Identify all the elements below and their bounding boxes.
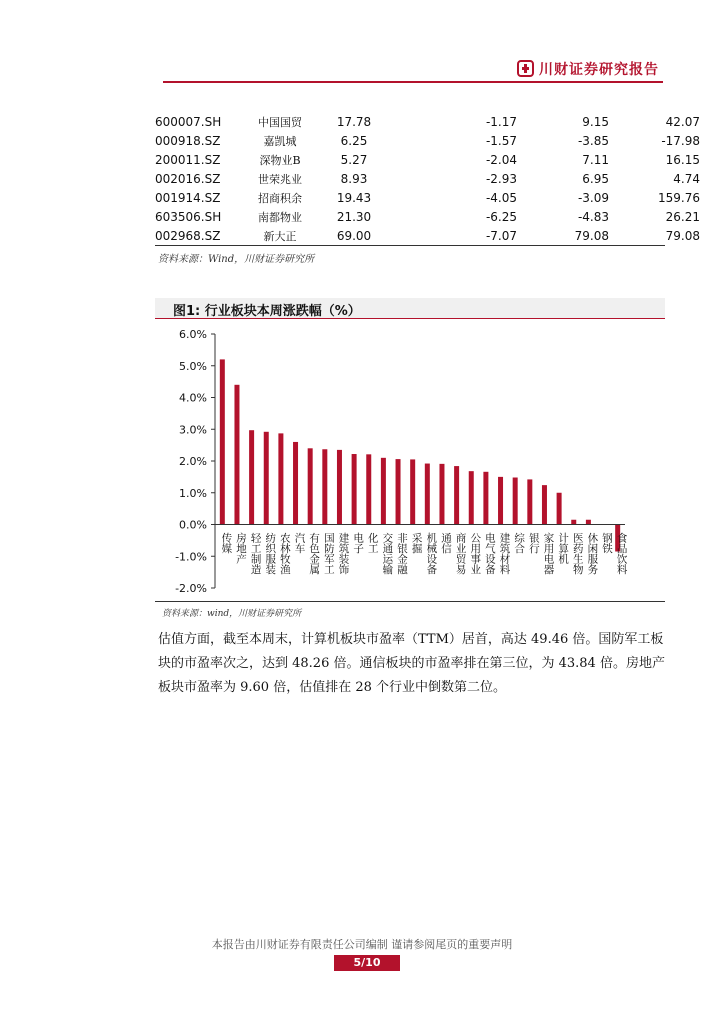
table-cell-name: 中国国贸: [258, 115, 302, 129]
table-cell-name: 深物业B: [259, 153, 301, 167]
bar-1: [234, 385, 239, 525]
table-cell-c1: -7.07: [485, 228, 517, 243]
bar-17: [469, 471, 474, 524]
figure-title-bar: [155, 298, 665, 319]
table-cell-c2: 7.11: [582, 152, 609, 167]
bar-4: [278, 433, 283, 524]
table-cell-price: 5.27: [340, 152, 368, 167]
stock-table: [155, 112, 700, 245]
category-label: 机械设备: [425, 532, 438, 575]
category-label: 国防军工: [322, 532, 335, 575]
table-cell-name: 招商积余: [258, 191, 302, 205]
category-label: 化工: [366, 532, 379, 554]
y-tick-label: 2.0%: [179, 455, 207, 468]
category-label: 有色金属: [308, 532, 321, 575]
table-row: [155, 112, 700, 131]
table-cell-c2: 9.15: [582, 114, 609, 129]
bar-16: [454, 466, 459, 524]
category-label: 计算机: [557, 532, 570, 564]
category-label: 建筑装饰: [337, 532, 350, 575]
category-label: 商业贸易: [454, 532, 467, 575]
table-cell-c2: -4.83: [577, 209, 609, 224]
y-tick-label: -1.0%: [175, 550, 207, 564]
table-row: [155, 207, 700, 226]
table-cell-code: 603506.SH: [155, 209, 222, 224]
chart-bottom-rule: [155, 601, 665, 602]
table-cell-price: 8.93: [340, 171, 368, 186]
table-cell-c2: -3.09: [577, 190, 609, 205]
category-label: 轻工制造: [249, 532, 262, 575]
table-cell-price: 6.25: [340, 133, 368, 148]
table-cell-c3: 26.21: [665, 209, 700, 224]
category-label: 综合: [513, 532, 526, 554]
bar-6: [308, 448, 313, 524]
category-label: 公用事业: [469, 532, 482, 575]
table-cell-c1: -1.17: [485, 114, 517, 129]
bar-2: [249, 430, 254, 524]
table-cell-price: 19.43: [336, 190, 372, 205]
table-cell-c3: 16.15: [665, 152, 700, 167]
table-cell-code: 200011.SZ: [155, 152, 221, 167]
bar-0: [220, 359, 225, 524]
bar-19: [498, 477, 503, 525]
table-row: [155, 169, 700, 188]
valuation-paragraph: 估值方面，截至本周末，计算机板块市盈率（TTM）居首，高达 49.46 倍。国防军工板块的市盈率次之，达到 48.26 倍。通信板块的市盈率排在第三位，为 43.84 倍。房地产板块市盈率为 9.60 倍，估值排在 28 个行业中倒数第二位。: [158, 632, 665, 695]
category-label: 农林牧渔: [278, 532, 291, 575]
category-label: 钢铁: [601, 532, 614, 554]
table-cell-c3: 4.74: [673, 171, 700, 186]
y-tick-label: 6.0%: [179, 328, 207, 341]
table-cell-name: 世荣兆业: [258, 172, 302, 186]
y-tick-label: 0.0%: [179, 518, 207, 532]
table-cell-code: 002016.SZ: [155, 171, 221, 186]
table-bottom-rule: [155, 245, 665, 246]
brand-logo-icon: [517, 60, 534, 77]
bar-20: [513, 478, 518, 525]
table-cell-c3: -17.98: [661, 133, 700, 148]
bar-11: [381, 458, 386, 525]
table-row: [155, 150, 700, 169]
figure-title: 图1: 行业板块本周涨跌幅（%）: [173, 304, 361, 319]
footer-disclaimer: 本报告由川财证券有限责任公司编制 谨请参阅尾页的重要声明: [211, 938, 513, 951]
brand-name: 川财证券研究报告: [539, 62, 659, 78]
table-source: 资料来源：Wind，川财证券研究所: [158, 254, 315, 265]
table-cell-c3: 79.08: [665, 228, 700, 243]
bar-10: [366, 454, 371, 524]
category-label: 非银金融: [396, 532, 409, 575]
category-label: 电子: [352, 532, 365, 554]
category-label: 汽车: [293, 532, 306, 554]
table-cell-c1: -6.25: [485, 209, 517, 224]
bar-5: [293, 442, 298, 525]
table-cell-c1: -1.57: [485, 133, 517, 148]
y-tick-label: 4.0%: [179, 391, 207, 405]
table-cell-name: 嘉凯城: [263, 134, 297, 148]
table-cell-c3: 159.76: [658, 190, 700, 205]
category-label: 通信: [439, 532, 452, 554]
table-cell-code: 000918.SZ: [155, 133, 221, 148]
bar-12: [396, 459, 401, 524]
table-cell-code: 001914.SZ: [155, 190, 221, 205]
table-row: [155, 226, 700, 245]
category-label: 交通运输: [381, 532, 394, 575]
table-cell-c1: -2.93: [485, 171, 517, 186]
table-row: [155, 131, 700, 150]
table-cell-name: 新大正: [263, 229, 297, 243]
table-cell-price: 21.30: [336, 209, 372, 224]
category-label: 采掘: [410, 532, 423, 554]
category-label: 银行: [527, 532, 540, 554]
y-tick-label: 3.0%: [179, 423, 207, 437]
bar-22: [542, 485, 547, 524]
table-cell-c1: -4.05: [485, 190, 517, 205]
industry-weekly-change-chart: [155, 320, 665, 600]
table-cell-code: 002968.SZ: [155, 228, 221, 243]
page-number: 5/10: [334, 955, 400, 971]
bar-23: [557, 493, 562, 525]
bar-25: [586, 520, 591, 525]
table-cell-price: 69.00: [336, 228, 372, 243]
bar-15: [439, 464, 444, 525]
category-label: 纺织服装: [264, 532, 277, 575]
table-cell-code: 600007.SH: [155, 114, 222, 129]
bar-9: [352, 454, 357, 524]
bar-13: [410, 459, 415, 524]
table-cell-c2: -3.85: [577, 133, 609, 148]
table-cell-c2: 79.08: [574, 228, 609, 243]
category-label: 电气设备: [483, 532, 496, 575]
category-label: 传媒: [220, 532, 233, 554]
category-label: 医药生物: [571, 532, 584, 575]
bar-3: [264, 432, 269, 525]
bar-14: [425, 464, 430, 525]
header-rule: [163, 81, 663, 83]
category-label: 食品饮料: [615, 532, 628, 575]
bar-24: [571, 520, 576, 525]
report-header: [163, 56, 663, 84]
table-cell-price: 17.78: [336, 114, 372, 129]
y-tick-label: -2.0%: [175, 582, 207, 595]
category-label: 建筑材料: [498, 532, 511, 575]
bar-8: [337, 450, 342, 525]
table-cell-c3: 42.07: [665, 114, 700, 129]
table-cell-name: 南都物业: [258, 210, 302, 224]
category-label: 房地产: [234, 532, 247, 564]
category-label: 家用电器: [542, 532, 555, 575]
table-cell-c2: 6.95: [582, 171, 609, 186]
table-cell-c1: -2.04: [485, 152, 517, 167]
chart-source: 资料来源：wind，川财证券研究所: [162, 609, 302, 619]
table-row: [155, 188, 700, 207]
bar-21: [527, 479, 532, 524]
bar-18: [483, 472, 488, 525]
y-tick-label: 5.0%: [179, 359, 207, 373]
y-tick-label: 1.0%: [179, 486, 207, 500]
bar-7: [322, 449, 327, 524]
category-label: 休闲服务: [586, 532, 599, 575]
